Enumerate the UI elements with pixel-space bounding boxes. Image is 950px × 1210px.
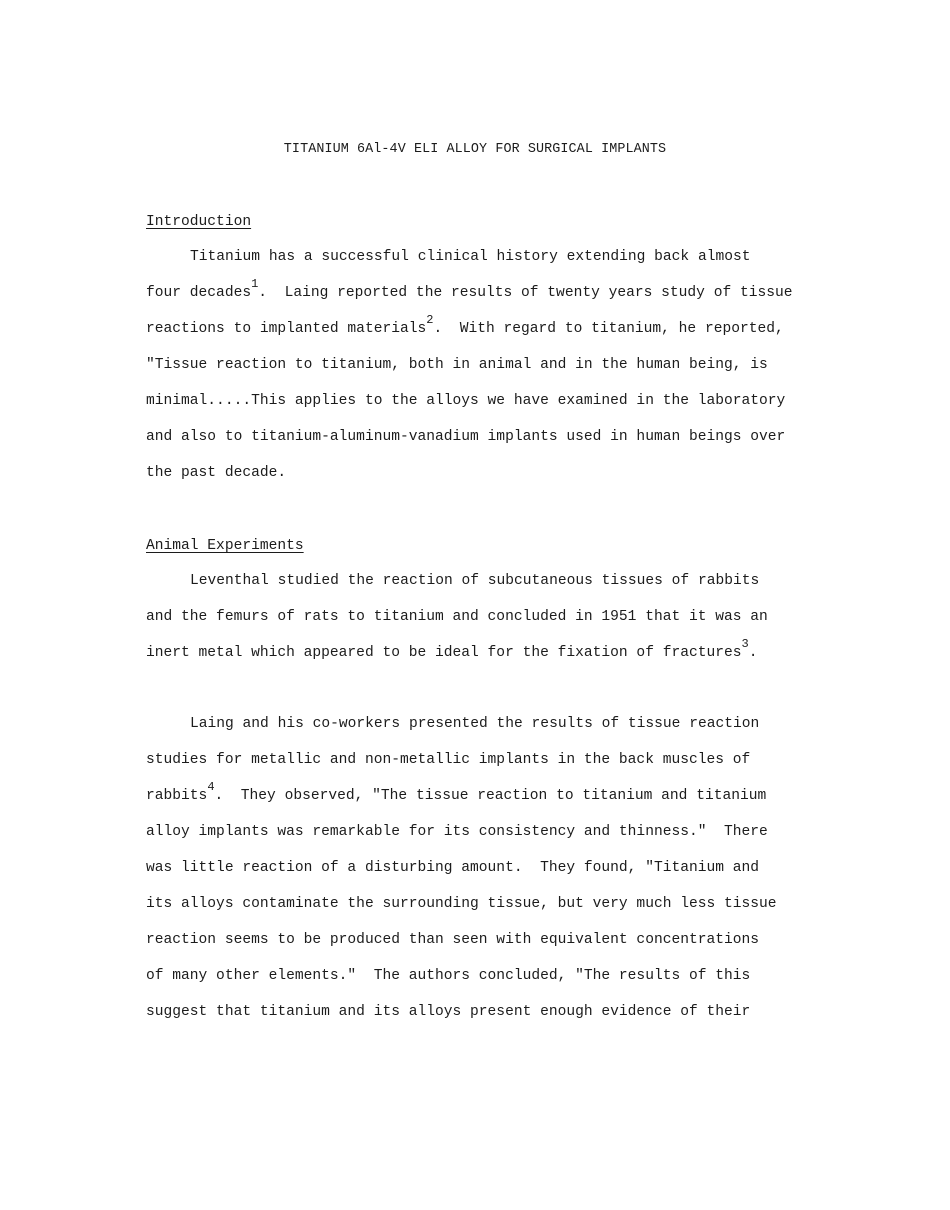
text-run: . With regard to titanium, he reported, — [433, 321, 784, 337]
paragraph-line: reaction seems to be produced than seen with equivalent concentrations — [146, 932, 760, 948]
text-run: reactions to implanted materials — [146, 321, 427, 337]
text-run: inert metal which appeared to be ideal for the fixation of fractures — [146, 645, 742, 661]
section-heading-introduction: Introduction — [146, 214, 252, 230]
section-heading-animal-experiments: Animal Experiments — [146, 538, 304, 554]
paragraph-line: and also to titanium-aluminum-vanadium implants used in human beings over — [146, 429, 786, 445]
paragraph-line — [146, 780, 767, 806]
paragraph-line: Titanium has a successful clinical history extending back almost — [190, 249, 751, 265]
paragraph-line: was little reaction of a disturbing amount. They found, "Titanium and — [146, 860, 760, 876]
text-run: . Laing reported the results of twenty years study of tissue — [258, 285, 793, 301]
paragraph-line: alloy implants was remarkable for its consistency and thinness." There — [146, 824, 768, 840]
paragraph-line: studies for metallic and non-metallic implants in the back muscles of — [146, 752, 751, 768]
paragraph-line: "Tissue reaction to titanium, both in animal and in the human being, is — [146, 357, 768, 373]
paragraph-line: and the femurs of rats to titanium and concluded in 1951 that it was an — [146, 609, 768, 625]
paragraph-line: its alloys contaminate the surrounding tissue, but very much less tissue — [146, 896, 777, 912]
footnote-ref: 2 — [426, 313, 434, 327]
paragraph-line: Laing and his co-workers presented the results of tissue reaction — [190, 716, 760, 732]
paragraph-line — [146, 637, 758, 663]
paragraph-line: Leventhal studied the reaction of subcutaneous tissues of rabbits — [190, 573, 760, 589]
text-run: four decades — [146, 285, 252, 301]
paragraph-line — [146, 277, 793, 303]
text-run: . — [748, 645, 758, 661]
paragraph-line: of many other elements." The authors concluded, "The results of this — [146, 968, 751, 984]
paragraph-line: the past decade. — [146, 465, 287, 481]
document-title: TITANIUM 6Al-4V ELI ALLOY FOR SURGICAL IMPLANTS — [283, 142, 667, 157]
paragraph-line: suggest that titanium and its alloys present enough evidence of their — [146, 1004, 751, 1020]
footnote-ref: 4 — [207, 780, 215, 794]
footnote-ref: 1 — [251, 277, 259, 291]
paragraph-line: minimal.....This applies to the alloys we have examined in the laboratory — [146, 393, 786, 409]
paragraph-line — [146, 313, 784, 339]
text-run: . They observed, "The tissue reaction to titanium and titanium — [214, 788, 767, 804]
footnote-ref: 3 — [741, 637, 749, 651]
text-run: rabbits — [146, 788, 208, 804]
